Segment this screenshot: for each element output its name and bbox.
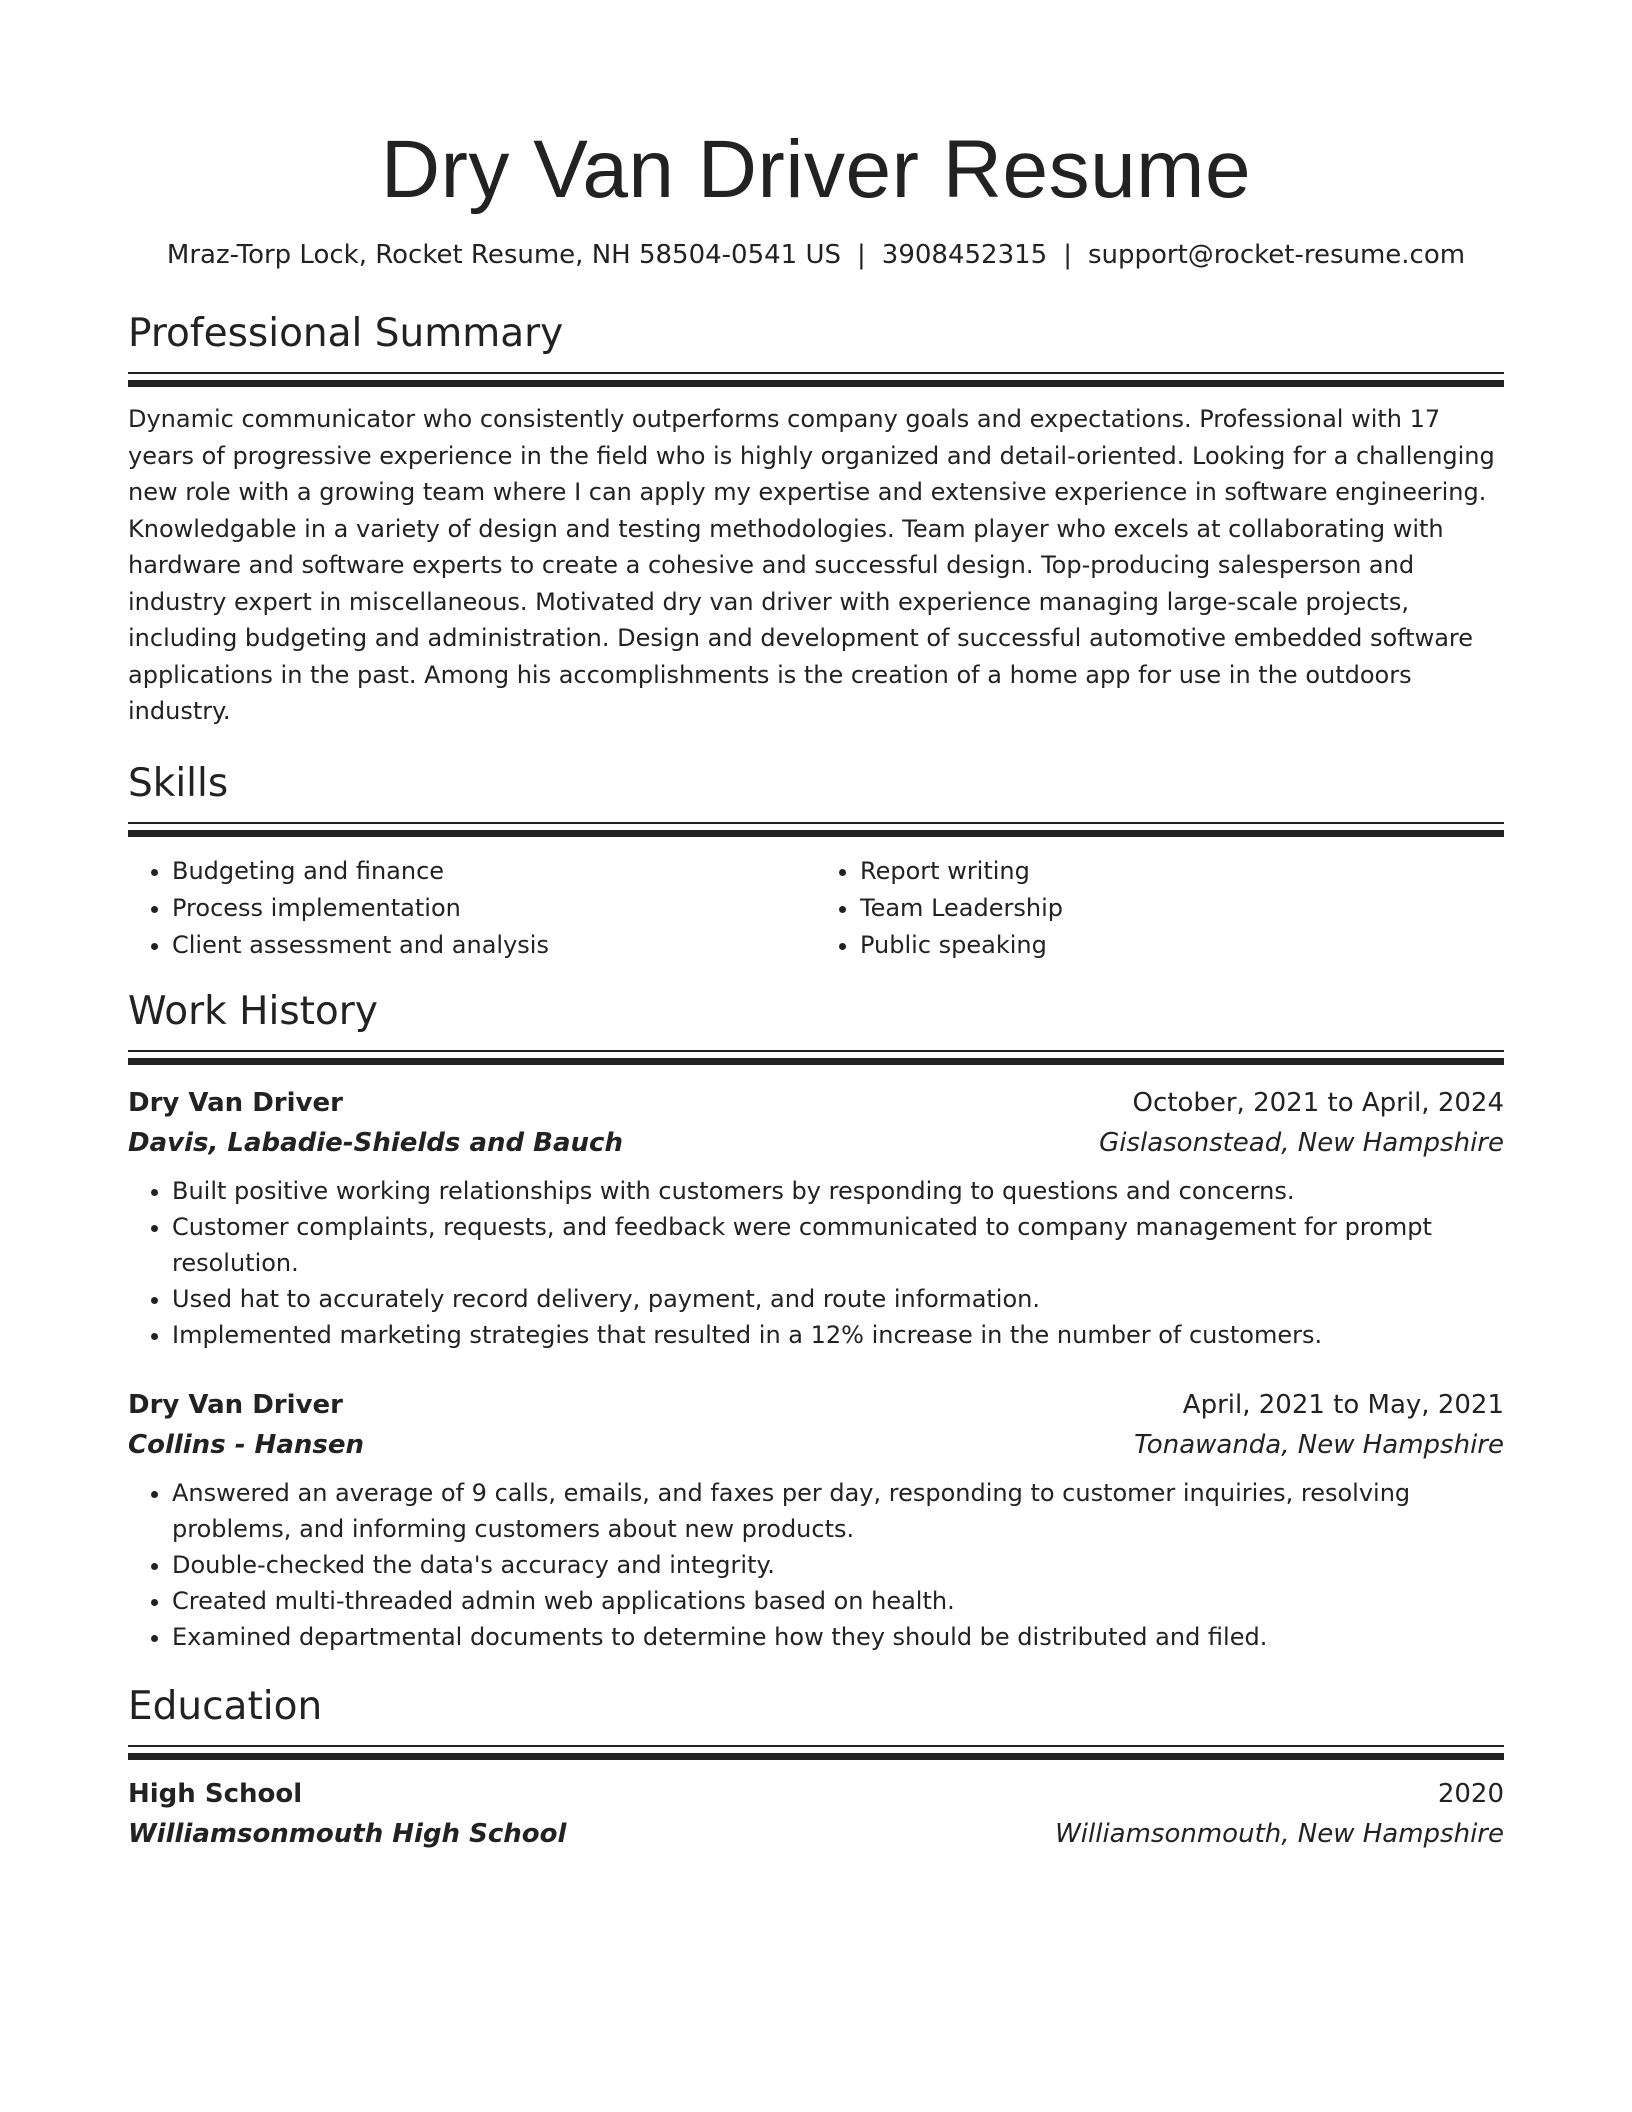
section-rule-thick xyxy=(128,1058,1504,1065)
contact-phone: 3908452315 xyxy=(881,240,1048,270)
education-heading: Education xyxy=(128,1683,323,1729)
skill-item: • Process implementation xyxy=(172,890,816,927)
skill-item: • Report writing xyxy=(860,853,1504,890)
section-rule-thick xyxy=(128,380,1504,387)
job-company: Collins - Hansen xyxy=(128,1429,364,1460)
job-entry xyxy=(128,1083,1504,1353)
work-heading: Work History xyxy=(128,988,378,1034)
contact-email: support@rocket-resume.com xyxy=(1087,240,1466,270)
skills-column-right xyxy=(816,853,1504,964)
skills-heading: Skills xyxy=(128,760,229,806)
job-dates: October, 2021 to April, 2024 xyxy=(1132,1087,1504,1118)
summary-text: Dynamic communicator who consistently outperforms company goals and expectations. Professional with 17 years of progressive experience in the field who is highly organized and detail-oriented. Looking for a challenging new role with a growing team where I can apply my expertise and extensive experience in software engineering. Knowledgable in a variety of design and testing methodologies. Team player who excels at collaborating with hardware and software experts to create a cohesive and successful design. Top-producing salesperson and industry expert in miscellaneous. Motivated dry van driver with experience managing large-scale projects, including budgeting and administration. Design and development of successful automotive embedded software applications in the past. Among his accomplishments is the creation of a home app for use in the outdoors industry. xyxy=(128,405,1495,725)
section-rule-thick xyxy=(128,830,1504,837)
summary-section xyxy=(128,310,1504,730)
contact-separator: | xyxy=(857,240,866,270)
job-title: Dry Van Driver xyxy=(128,1087,343,1118)
job-bullets xyxy=(128,1475,1504,1655)
skill-item: • Budgeting and finance xyxy=(172,853,816,890)
section-rule xyxy=(128,372,1504,374)
job-entry xyxy=(128,1385,1504,1655)
job-location: Gislasonstead, New Hampshire xyxy=(1099,1127,1504,1158)
job-company: Davis, Labadie-Shields and Bauch xyxy=(128,1127,623,1158)
summary-heading: Professional Summary xyxy=(128,311,564,356)
job-bullet: • Answered an average of 9 calls, emails, and faxes per day, responding to customer inquiries, resolving problems, and informing customers about new products. xyxy=(172,1475,1504,1547)
job-bullet: • Double-checked the data's accuracy and integrity. xyxy=(172,1547,1504,1583)
section-rule xyxy=(128,822,1504,824)
education-entry xyxy=(128,1774,1504,1854)
job-bullet: • Implemented marketing strategies that resulted in a 12% increase in the number of customers. xyxy=(172,1317,1504,1353)
section-rule-thick xyxy=(128,1753,1504,1760)
skill-item: • Team Leadership xyxy=(860,890,1504,927)
section-rule xyxy=(128,1050,1504,1052)
education-year: 2020 xyxy=(1437,1778,1504,1809)
job-bullet: • Customer complaints, requests, and feedback were communicated to company management for prompt resolution. xyxy=(172,1209,1504,1281)
skills-column-left xyxy=(128,853,816,964)
education-location: Williamsonmouth, New Hampshire xyxy=(1055,1818,1504,1849)
job-bullet: • Built positive working relationships with customers by responding to questions and concerns. xyxy=(172,1173,1504,1209)
job-title: Dry Van Driver xyxy=(128,1389,343,1420)
skill-item: • Public speaking xyxy=(860,927,1504,964)
section-rule xyxy=(128,1745,1504,1747)
work-section xyxy=(128,988,1504,1655)
resume-title: Dry Van Driver Resume xyxy=(380,124,1252,215)
contact-separator: | xyxy=(1063,240,1072,270)
education-school: Williamsonmouth High School xyxy=(128,1818,567,1849)
contact-line xyxy=(128,238,1504,272)
job-bullet: • Used hat to accurately record delivery, payment, and route information. xyxy=(172,1281,1504,1317)
skill-item: • Client assessment and analysis xyxy=(172,927,816,964)
job-location: Tonawanda, New Hampshire xyxy=(1134,1429,1504,1460)
skills-list xyxy=(128,853,1504,964)
contact-address: Mraz-Torp Lock, Rocket Resume, NH 58504-0541 US xyxy=(166,240,842,270)
education-section xyxy=(128,1683,1504,1854)
job-dates: April, 2021 to May, 2021 xyxy=(1182,1389,1504,1420)
job-bullet: • Created multi-threaded admin web applications based on health. xyxy=(172,1583,1504,1619)
job-bullets xyxy=(128,1173,1504,1353)
skills-section xyxy=(128,760,1504,964)
job-bullet: • Examined departmental documents to determine how they should be distributed and filed. xyxy=(172,1619,1504,1655)
education-degree: High School xyxy=(128,1778,303,1809)
